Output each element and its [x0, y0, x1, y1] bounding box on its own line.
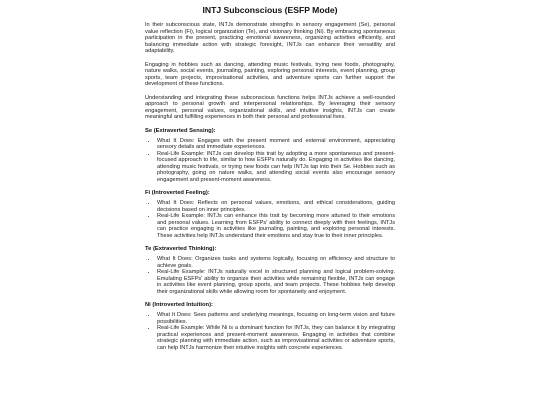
list-item: • What It Does: Organizes tasks and systems logically, focusing on efficiency and structure to achieve goals.: [157, 256, 395, 269]
section-heading-fi: Fi (Introverted Feeling):: [145, 190, 210, 196]
article: [145, 5, 395, 351]
page-title: INTJ Subconscious (ESFP Mode): [202, 5, 338, 15]
section-list-fi: [145, 200, 395, 239]
list-item: • What It Does: Engages with the present moment and external environment, appreciating sensory details and immediate experiences.: [157, 138, 395, 151]
intro-paragraph: In their subconscious state, INTJs demonstrate strengths in sensory engagement (Se), personal value reflection (Fi), logical organization (Te), and visionary thinking (Ni). By embracing spontaneous participation in the present, practicing emotional awareness, organizing activities efficiently, and balancing immediate action with strategic foresight, INTJs can enhance their versatility and adaptability.: [145, 22, 395, 54]
section-list-se: [145, 138, 395, 184]
list-item: • Real-Life Example: INTJs can develop this trait by adopting a more spontaneous and present-focused approach to life, similar to how ESFPs naturally do. Engaging in activities like dancing, attending music festivals, or trying new foods can help INTJs tap into their Se. Hobbies such as photography, going on nature walks, and attending social events also encourage sensory engagement and present-moment awareness.: [157, 151, 395, 184]
list-item: • Real-Life Example: While Ni is a dominant function for INTJs, they can balance it by integrating practical experiences and present-moment awareness. Engaging in activities that combine strategic planning with immediate action, such as improvisational activities or adventure sports, can help INTJs harmonize their intuitive insights with concrete experiences.: [157, 325, 395, 351]
section-heading-se: Se (Extraverted Sensing):: [145, 127, 216, 134]
list-item: • Real-Life Example: INTJs can enhance this trait by becoming more attuned to their emotions and personal values. Learning from ESFPs' ability to connect deeply with their feelings, INTJs can practice engaging in activities like journaling, painting, and exploring personal interests. These activities help INTJs understand their emotions and stay true to their inner principles.: [157, 213, 395, 239]
list-item: • Real-Life Example: INTJs naturally excel in structured planning and logical problem-solving. Emulating ESFPs' ability to organize their activities while remaining flexible, INTJs can engage in activities like event planning, group sports, and team projects. These hobbies help develop their organizational skills while allowing room for spontaneity and enjoyment.: [157, 269, 395, 295]
intro-paragraph: Understanding and integrating these subconscious functions helps INTJs achieve a well-rounded approach to personal growth and interpersonal relationships. By leveraging their sensory engagement, personal values, organizational skills, and intuitive insights, INTJs can create meaningful and fulfilling experiences in both their personal and professional lives.: [145, 94, 395, 120]
list-item: • What It Does: Reflects on personal values, emotions, and ethical considerations, guiding decisions based on inner principles.: [157, 200, 395, 213]
section-heading-ni: Ni (Introverted Intuition):: [145, 302, 213, 308]
list-item: • What It Does: Sees patterns and underlying meanings, focusing on long-term vision and future possibilities.: [157, 312, 395, 325]
intro-paragraph: Engaging in hobbies such as dancing, attending music festivals, trying new foods, photography, nature walks, social events, journaling, painting, exploring personal interests, event planning, group sports, team projects, improvisational activities, and adventure sports can further support the development of these functions.: [145, 61, 395, 87]
section-heading-te: Te (Extraverted Thinking):: [145, 246, 217, 252]
section-list-ni: [145, 312, 395, 351]
section-list-te: [145, 256, 395, 295]
